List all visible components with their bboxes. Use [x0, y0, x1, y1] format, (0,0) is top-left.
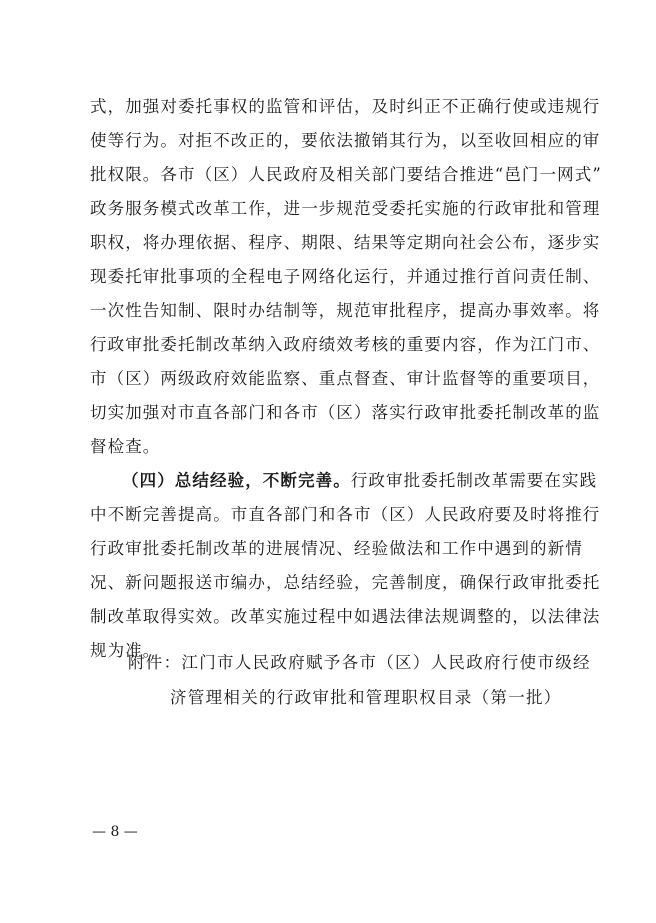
- paragraph-line: 政务服务模式改革工作，进一步规范受委托实施的行政审批和管理: [90, 199, 601, 218]
- annex-title-2: 济管理相关的行政审批和管理职权目录（第一批）: [170, 688, 562, 707]
- paragraph-line: 现委托审批事项的全程电子网络化运行，并通过推行首问责任制、: [90, 267, 601, 286]
- section-first-line: [122, 466, 598, 496]
- paragraph-line: 切实加强对市直各部门和各市（区）落实行政审批委托制改革的监: [90, 403, 601, 422]
- annex-line-1: [128, 648, 591, 678]
- paragraph-line: 中不断完善提高。市直各部门和各市（区）人民政府要及时将推行: [90, 505, 601, 524]
- paragraph-line: 规为准。: [90, 641, 161, 660]
- paragraph-line: 况、新问题报送市编办，总结经验，完善制度，确保行政审批委托: [90, 573, 601, 592]
- paragraph-line: 一次性告知制、限时办结制等，规范审批程序，提高办事效率。将: [90, 301, 601, 320]
- paragraph-line: 市（区）两级政府效能监察、重点督查、审计监督等的重要项目，: [90, 369, 601, 388]
- annex-label: 附件：: [128, 653, 182, 672]
- section-heading: （四）总结经验，不断完善。: [122, 471, 351, 490]
- paragraph-line: 督检查。: [90, 437, 161, 456]
- paragraph-line: 式，加强对委托事权的监管和评估，及时纠正不正确行使或违规行: [90, 97, 601, 116]
- paragraph-line: 使等行为。对拒不改正的，要依法撤销其行为，以至收回相应的审: [90, 131, 601, 150]
- paragraph-line: 制改革取得实效。改革实施过程中如遇法律法规调整的，以法律法: [90, 607, 601, 626]
- page-number: — 8 —: [92, 824, 138, 840]
- paragraph-line: 职权，将办理依据、程序、期限、结果等定期向社会公布，逐步实: [90, 233, 601, 252]
- section-text: 行政审批委托制改革需要在实践: [350, 471, 598, 490]
- annex-title-1: 江门市人民政府赋予各市（区）人民政府行使市级经: [181, 653, 591, 672]
- paragraph-line: 行政审批委托制改革纳入政府绩效考核的重要内容，作为江门市、: [90, 335, 601, 354]
- paragraph-line: 批权限。各市（区）人民政府及相关部门要结合推进“邑门一网式”: [90, 165, 602, 184]
- paragraph-line: 行政审批委托制改革的进展情况、经验做法和工作中遇到的新情: [90, 539, 583, 558]
